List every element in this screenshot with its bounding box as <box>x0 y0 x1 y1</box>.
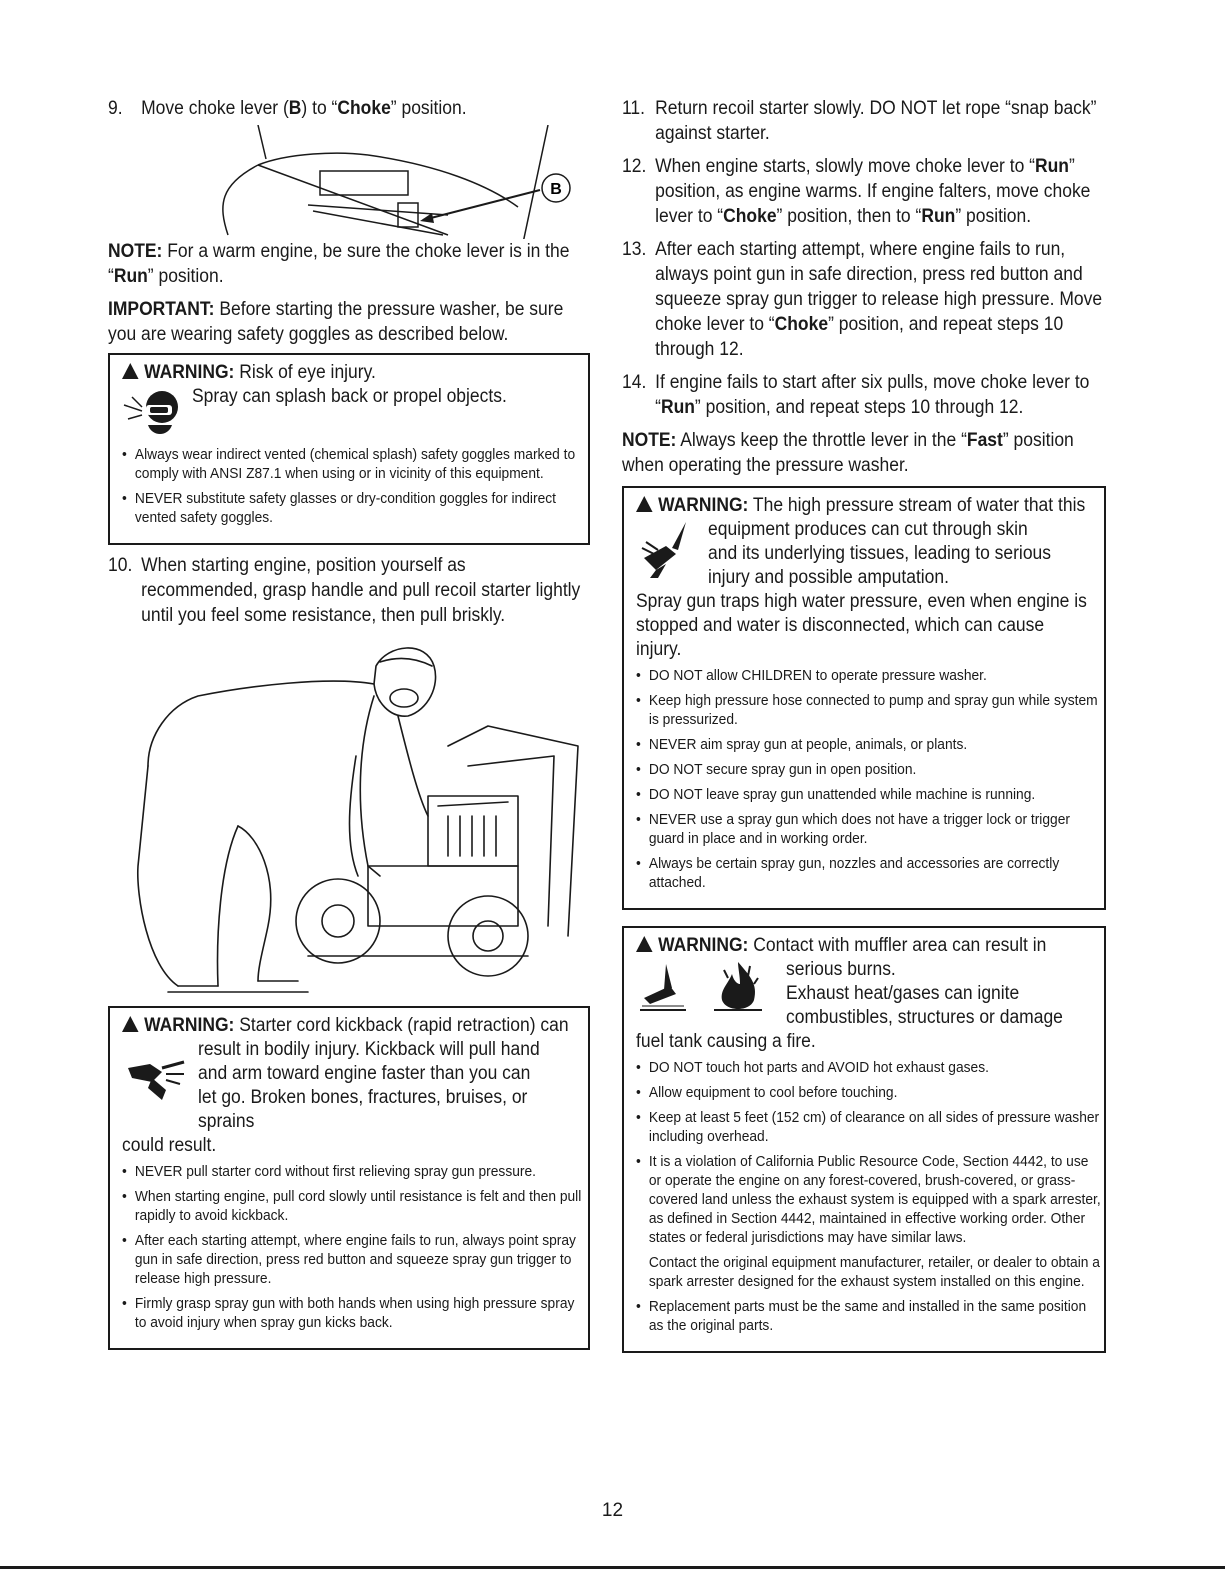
list-item: • Keep at least 5 feet (152 cm) of clearance on all sides of pressure washer including overhead. <box>636 1108 1104 1146</box>
list-item: • Always wear indirect vented (chemical splash) safety goggles marked to comply with ANSI Z87.1 when using or in vicinity of this equipment. <box>122 445 588 483</box>
list-item: • Replacement parts must be the same and installed in the same position as the original parts. <box>636 1297 1104 1335</box>
list-item: • DO NOT leave spray gun unattended while machine is running. <box>636 785 1104 804</box>
warning-starter-kickback: WARNING: Starter cord kickback (rapid retraction) can result in bodily injury. Kickback will pull hand and arm toward engine faster than you can let go. Broken bones, fractures, bruises, or sprains could result. • NEVER pull starter cord without first relieving spray gun pressure. • When starting engine, pull cord slowly until resistance is felt and then pull rapidly to avoid kickback. • After each starting attempt, where engine fails to run, always point spray gun in safe direction, press red button and squeeze spray gun trigger to release high pressure. • Firmly grasp spray gun with both hands when using high pressure spray to avoid injury when spray gun kicks back. <box>108 1006 590 1350</box>
note-warm-engine: NOTE: For a warm engine, be sure the choke lever is in the “Run” position. <box>108 241 570 287</box>
list-item: • Always be certain spray gun, nozzles and accessories are correctly attached. <box>636 854 1104 892</box>
step-11: 11. Return recoil starter slowly. DO NOT let rope “snap back” against starter. <box>622 98 1097 144</box>
right-column <box>622 96 1106 1353</box>
list-item: Contact the original equipment manufacturer, retailer, or dealer to obtain a spark arrester designed for the exhaust system installed on this engine. <box>648 1254 1100 1290</box>
kickback-hand-icon <box>122 1038 198 1110</box>
note-throttle: NOTE: Always keep the throttle lever in the “Fast” position when operating the pressure washer. <box>622 430 1074 476</box>
list-item: • DO NOT allow CHILDREN to operate pressure washer. <box>636 666 1104 685</box>
callout-label: B <box>550 181 562 198</box>
step-12: 12. When engine starts, slowly move choke lever to “Run” position, as engine warms. If engine falters, move choke lever to “Choke” position, then to “Run” position. <box>622 156 1091 227</box>
step-9: 9. Move choke lever (B) to “Choke” position. <box>108 98 467 119</box>
choke-lever-illustration <box>108 125 590 239</box>
spray-warning-list <box>636 666 1098 892</box>
warning-triangle-icon <box>636 936 653 952</box>
list-item: • Keep high pressure hose connected to pump and spray gun while system is pressurized. <box>636 691 1104 729</box>
list-item: • Firmly grasp spray gun with both hands when using high pressure spray to avoid injury when spray gun kicks back. <box>122 1294 588 1332</box>
list-item: • NEVER pull starter cord without first relieving spray gun pressure. <box>122 1162 588 1181</box>
important-goggles: IMPORTANT: Before starting the pressure washer, be sure you are wearing safety goggles as described below. <box>108 299 564 345</box>
fire-icon <box>710 958 766 1014</box>
page-number: 12 <box>601 1500 624 1521</box>
warning-triangle-icon <box>636 496 653 512</box>
list-item: • When starting engine, pull cord slowly until resistance is felt and then pull rapidly to avoid kickback. <box>122 1187 588 1225</box>
step-number: 9. <box>108 98 123 119</box>
eye-warning-list <box>122 445 578 527</box>
hot-surface-icon <box>636 958 692 1014</box>
kickback-warning-list <box>122 1162 582 1332</box>
warning-eye-injury: WARNING: Risk of eye injury. Spray can splash back or propel objects. • Always wear indirect vented (chemical splash) safety goggles marked to comply with ANSI Z87.1 when using or in vicinity of this equipment. • NEVER substitute safety glasses or dry-condition goggles for indirect vented safety goggles. <box>108 353 590 545</box>
list-item: • Allow equipment to cool before touching. <box>636 1083 1104 1102</box>
left-column <box>108 96 590 1350</box>
step-10: 10. When starting engine, position yourself as recommended, grasp handle and pull recoil starter lightly until you feel some resistance, then pull briskly. <box>108 555 581 626</box>
list-item: • After each starting attempt, where engine fails to run, always point spray gun in safe direction, press red button and squeeze spray gun trigger to release high pressure. <box>122 1231 588 1288</box>
person-starting-pressure-washer-illustration <box>108 636 590 998</box>
high-pressure-spray-icon <box>636 518 708 588</box>
page-bottom-edge <box>0 1566 1225 1569</box>
list-item: • NEVER use a spray gun which does not have a trigger lock or trigger guard in place and in working order. <box>636 810 1104 848</box>
list-item: • NEVER aim spray gun at people, animals, or plants. <box>636 735 1104 754</box>
muffler-warning-list <box>636 1058 1101 1335</box>
goggles-icon <box>122 385 192 441</box>
list-item: • DO NOT secure spray gun in open position. <box>636 760 1104 779</box>
step-14: 14. If engine fails to start after six pulls, move choke lever to “Run” position, and repeat steps 10 through 12. <box>622 372 1090 418</box>
list-item: • It is a violation of California Public Resource Code, Section 4442, to use or operate the engine on any forest-covered, brush-covered, or grass-covered land unless the exhaust system is equipped with a spark arrester, as defined in Section 4442, maintained in effective working order. Other states or federal jurisdictions may have similar laws. <box>636 1152 1104 1247</box>
warning-high-pressure-spray: WARNING: The high pressure stream of water that this equipment produces can cut through skin and its underlying tissues, leading to serious injury and possible amputation. Spray gun traps high water pressure, even when engine is stopped and water is disconnected, which can cause injury. • DO NOT allow CHILDREN to operate pressure washer. • Keep high pressure hose connected to pump and spray gun while system is pressurized. • NEVER aim spray gun at people, animals, or plants. • DO NOT secure spray gun in open position. • DO NOT leave spray gun unattended while machine is running. • NEVER use a spray gun which does not have a trigger lock or trigger guard in place and in working order. • Always be certain spray gun, nozzles and accessories are correctly attached. <box>622 486 1106 910</box>
warning-triangle-icon <box>122 363 139 379</box>
list-item: • DO NOT touch hot parts and AVOID hot exhaust gases. <box>636 1058 1104 1077</box>
choke-lever-figure <box>108 125 590 239</box>
warning-triangle-icon <box>122 1016 139 1032</box>
list-item: • NEVER substitute safety glasses or dry-condition goggles for indirect vented safety goggles. <box>122 489 588 527</box>
step-13: 13. After each starting attempt, where engine fails to run, always point gun in safe direction, press red button and squeeze spray gun trigger to release high pressure. Move choke lever to “Choke” position, and repeat steps 10 through 12. <box>622 239 1103 360</box>
starting-engine-figure <box>108 636 590 998</box>
warning-muffler-burns: WARNING: Contact with muffler area can result in serious burns. Exhaust heat/gases can ignite combustibles, structures or damage fuel tank causing a fire. • DO NOT touch hot parts and AVOID hot exhaust gases. • Allow equipment to cool before touching. • Keep at least 5 feet (152 cm) of clearance on all sides of pressure washer including overhead. • It is a violation of California Public Resource Code, Section 4442, to use or operate the engine on any forest-covered, brush-covered, or grass-covered land unless the exhaust system is equipped with a spark arrester, as defined in Section 4442, maintained in effective working order. Other states or federal jurisdictions may have similar laws. Contact the original equipment manufacturer, retailer, or dealer to obtain a spark arrester designed for the exhaust system installed on this engine. • Replacement parts must be the same and installed in the same position as the original parts. <box>622 926 1106 1353</box>
